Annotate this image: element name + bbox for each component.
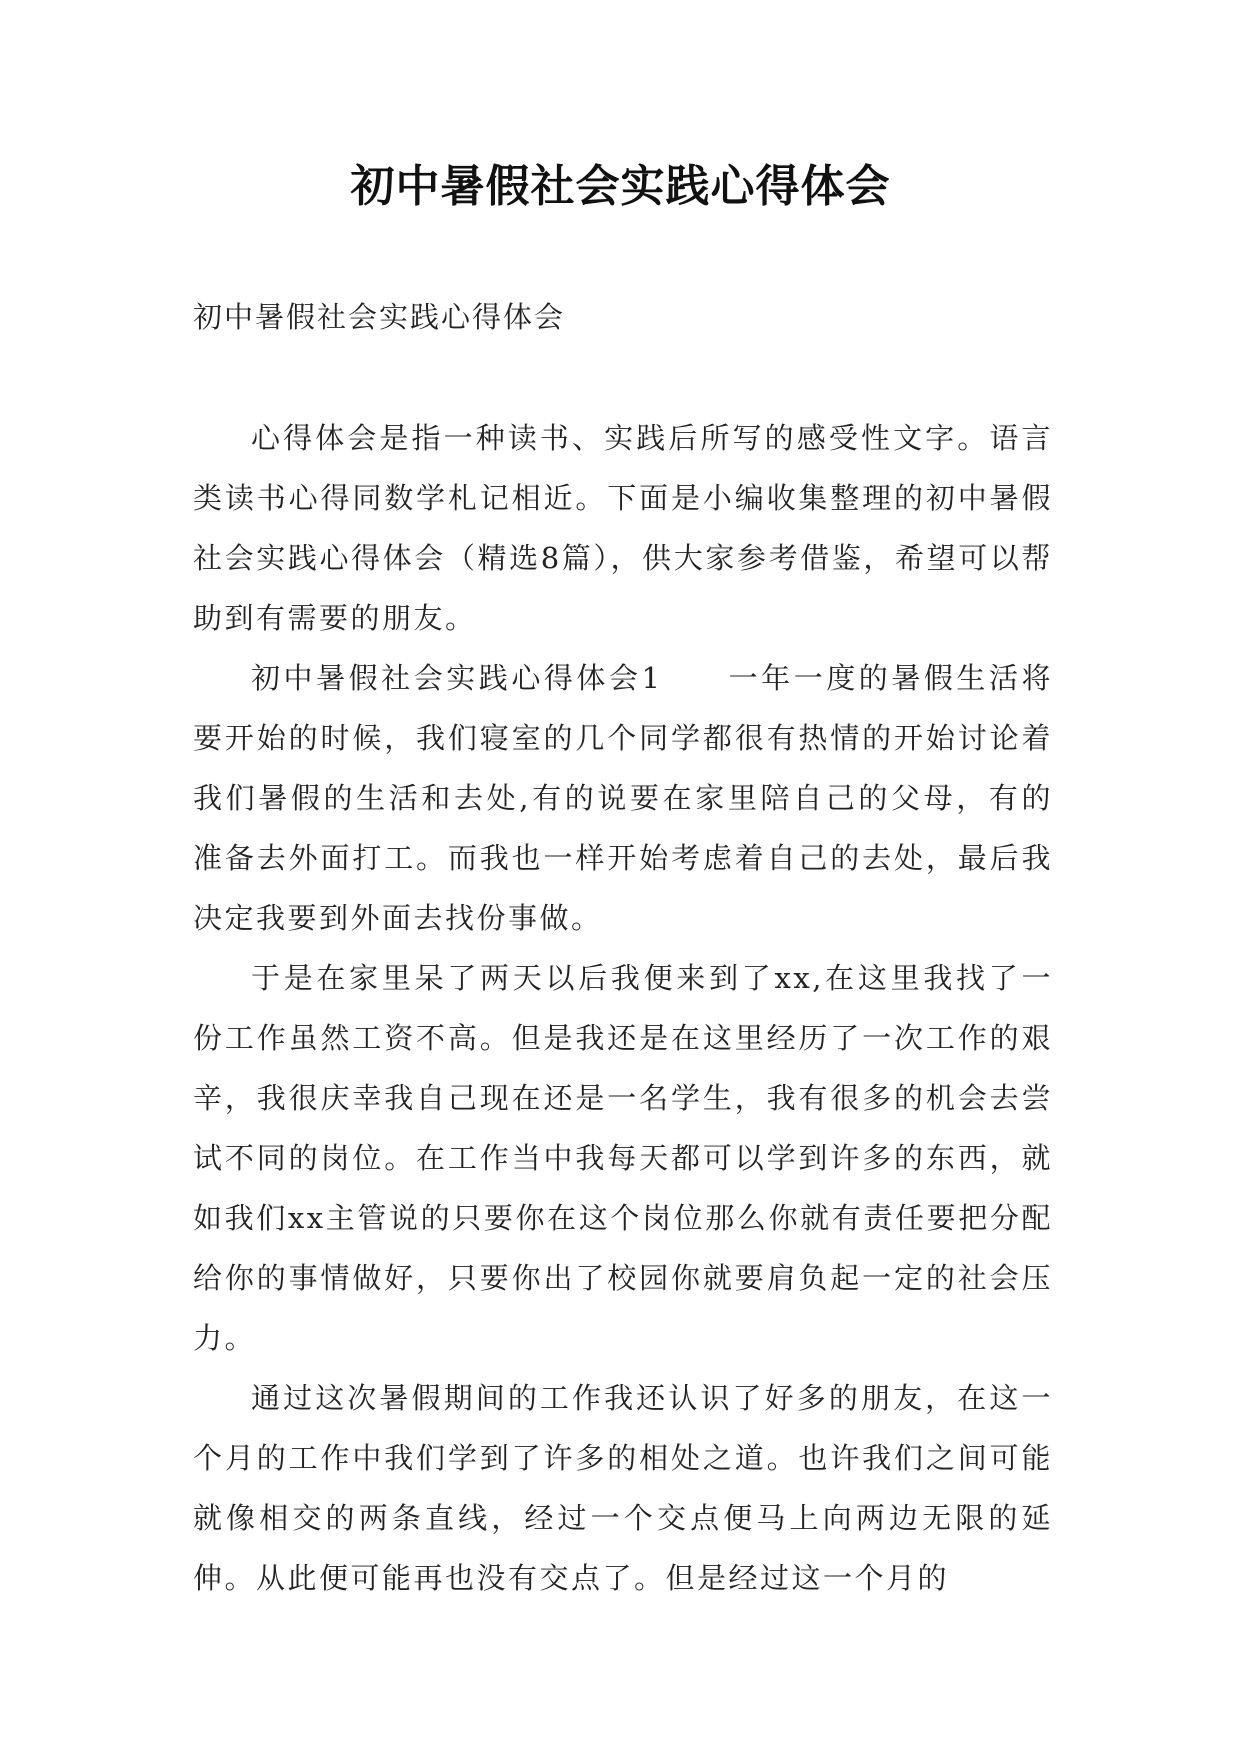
paragraph-3: 通过这次暑假期间的工作我还认识了好多的朋友，在这一个月的工作中我们学到了许多的相处之道。也许我们之间可能就像相交的两条直线，经过一个交点便马上向两边无限的延伸。从此便可能再也没有交点了。但是经过这一个月的	[193, 1381, 1053, 1595]
paragraph-1: 初中暑假社会实践心得体会1 一年一度的暑假生活将要开始的时候，我们寝室的几个同学都很有热情的开始讨论着我们暑假的生活和去处,有的说要在家里陪自己的父母，有的准备去外面打工。而我也一样开始考虑着自己的去处，最后我决定我要到外面去找份事做。	[193, 661, 1053, 935]
paragraph-2: 于是在家里呆了两天以后我便来到了xx,在这里我找了一份工作虽然工资不高。但是我还是在这里经历了一次工作的艰辛，我很庆幸我自己现在还是一名学生，我有很多的机会去尝试不同的岗位。在工作当中我每天都可以学到许多的东西，就如我们xx主管说的只要你在这个岗位那么你就有责任要把分配给你的事情做好，只要你出了校园你就要肩负起一定的社会压力。	[193, 961, 1053, 1355]
paragraph-intro: 心得体会是指一种读书、实践后所写的感受性文字。语言类读书心得同数学札记相近。下面是小编收集整理的初中暑假社会实践心得体会（精选8篇），供大家参考借鉴，希望可以帮助到有需要的朋友。	[193, 421, 1053, 635]
document-subtitle: 初中暑假社会实践心得体会	[193, 300, 566, 334]
document-body	[193, 408, 1053, 1608]
document-title: 初中暑假社会实践心得体会	[350, 161, 891, 212]
